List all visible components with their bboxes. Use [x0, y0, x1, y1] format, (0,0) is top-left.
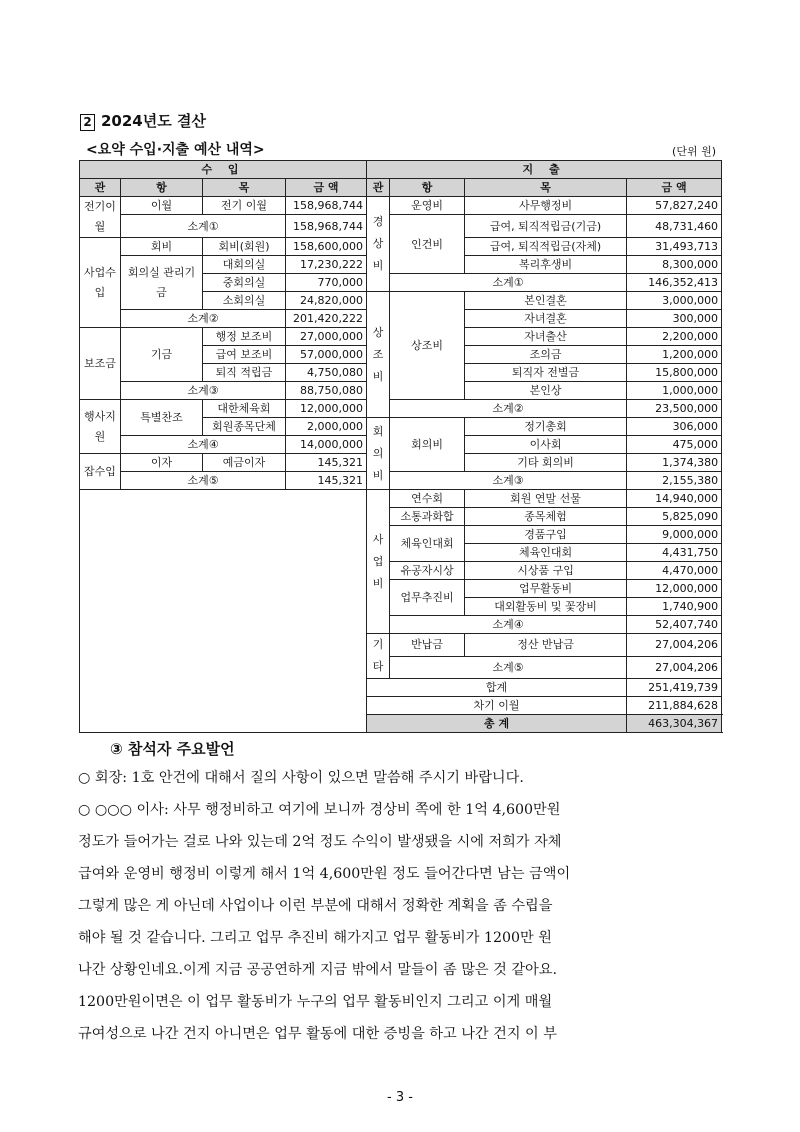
expense-amount: 9,000,000 [627, 526, 722, 544]
expense-amount: 57,827,240 [627, 197, 722, 215]
expense-amount: 306,000 [627, 418, 722, 436]
speech-body [78, 762, 728, 1050]
expense-mok: 체육인대회 [465, 544, 627, 562]
income-subtotal: 소계② [121, 310, 286, 328]
income-gwan: 전기이월 [80, 197, 121, 238]
expense-hang: 연수회 [390, 490, 465, 508]
expense-hang: 회의비 [390, 418, 465, 472]
col-mok: 목 [203, 179, 286, 197]
expense-hang: 업무추진비 [390, 580, 465, 616]
expense-hang: 체육인대회 [390, 526, 465, 562]
expense-mok: 복리후생비 [465, 256, 627, 274]
expense-gwan: 상조비 [367, 292, 390, 418]
income-hang: 회비 [121, 238, 203, 256]
expense-mok: 사무행정비 [465, 197, 627, 215]
table-row [80, 197, 722, 215]
table-row [80, 472, 722, 490]
expense-amount: 14,940,000 [627, 490, 722, 508]
income-mok: 대한체육회 [203, 400, 286, 418]
expense-amount: 3,000,000 [627, 292, 722, 310]
income-amount: 24,820,000 [286, 292, 367, 310]
table-header-row-1 [80, 161, 722, 179]
income-mok: 퇴직 적립금 [203, 364, 286, 382]
income-amount: 770,000 [286, 274, 367, 292]
expense-mok: 기타 회의비 [465, 454, 627, 472]
expense-amount: 12,000,000 [627, 580, 722, 598]
expense-mok: 본인결혼 [465, 292, 627, 310]
speech-line: ○ 회장: 1호 안건에 대해서 질의 사항이 있으면 말씀해 주시기 바랍니다. [78, 770, 524, 786]
speech-line: ○ ○○○ 이사: 사무 행정비하고 여기에 보니까 경상비 쪽에 한 1억 4,600만원 [78, 802, 561, 818]
income-amount: 145,321 [286, 454, 367, 472]
income-mok: 전기 이월 [203, 197, 286, 215]
income-amount: 158,600,000 [286, 238, 367, 256]
table-row [80, 490, 722, 508]
expense-gwan: 기타 [367, 634, 390, 679]
col-hang: 항 [390, 179, 465, 197]
expense-mok: 급여, 퇴직적립금(기금) [465, 215, 627, 238]
expense-subtotal: 소계② [390, 400, 627, 418]
expense-amount: 300,000 [627, 310, 722, 328]
expense-sum-amount: 251,419,739 [627, 679, 722, 697]
expense-amount: 48,731,460 [627, 215, 722, 238]
table-header-row-2 [80, 179, 722, 197]
expense-amount: 1,374,380 [627, 454, 722, 472]
expense-hang: 운영비 [390, 197, 465, 215]
expense-subtotal: 소계① [390, 274, 627, 292]
income-mok: 대회의실 [203, 256, 286, 274]
income-amount: 17,230,222 [286, 256, 367, 274]
income-hang: 이자 [121, 454, 203, 472]
expense-amount: 146,352,413 [627, 274, 722, 292]
expense-amount: 2,155,380 [627, 472, 722, 490]
col-hang: 항 [121, 179, 203, 197]
expense-mok: 정기총회 [465, 418, 627, 436]
income-mok: 예금이자 [203, 454, 286, 472]
section-title [80, 110, 206, 131]
speech-line: 해야 될 것 같습니다. 그리고 업무 추진비 해가지고 업무 활동비가 1200만 원 [78, 930, 552, 946]
income-hang: 회의실 관리기금 [121, 256, 203, 310]
col-amount: 금 액 [627, 179, 722, 197]
income-amount: 27,000,000 [286, 328, 367, 346]
income-mok: 회비(회원) [203, 238, 286, 256]
budget-table [79, 160, 722, 733]
unit-label: (단위 원) [672, 145, 716, 158]
expense-hang: 반납금 [390, 634, 465, 657]
income-gwan: 보조금 [80, 328, 121, 400]
income-amount: 2,000,000 [286, 418, 367, 436]
expense-mok: 경품구입 [465, 526, 627, 544]
income-hang: 이월 [121, 197, 203, 215]
expense-hang: 소통과화합 [390, 508, 465, 526]
income-mok: 소회의실 [203, 292, 286, 310]
expense-hang: 인건비 [390, 215, 465, 274]
expense-gwan: 사업비 [367, 490, 390, 634]
expense-amount: 2,200,000 [627, 328, 722, 346]
expense-gwan: 경상비 [367, 197, 390, 292]
expense-amount: 5,825,090 [627, 508, 722, 526]
expense-carry-amount: 211,884,628 [627, 697, 722, 715]
section-title-text: 2024년도 결산 [101, 112, 206, 130]
expense-amount: 8,300,000 [627, 256, 722, 274]
col-gwan: 관 [367, 179, 390, 197]
table-row [80, 400, 722, 418]
col-gwan: 관 [80, 179, 121, 197]
income-amount: 201,420,222 [286, 310, 367, 328]
expense-carry-label: 차기 이월 [367, 697, 627, 715]
expense-hang: 유공자시상 [390, 562, 465, 580]
expense-amount: 1,200,000 [627, 346, 722, 364]
expense-subtotal: 소계④ [390, 616, 627, 634]
income-gwan: 잡수입 [80, 454, 121, 490]
income-amount: 158,968,744 [286, 197, 367, 215]
income-mok: 급여 보조비 [203, 346, 286, 364]
table-subtitle: <요약 수입·지출 예산 내역> [86, 142, 265, 158]
col-amount: 금 액 [286, 179, 367, 197]
expense-mok: 본인상 [465, 382, 627, 400]
income-amount: 12,000,000 [286, 400, 367, 418]
expense-amount: 1,740,900 [627, 598, 722, 616]
expense-mok: 시상품 구입 [465, 562, 627, 580]
expense-amount: 23,500,000 [627, 400, 722, 418]
income-total-label: 총 계 [367, 715, 627, 733]
expense-subtotal: 소계③ [390, 472, 627, 490]
expense-amount: 27,004,206 [627, 656, 722, 679]
expense-mok: 자녀결혼 [465, 310, 627, 328]
speech-line: 규여성으로 나간 건지 아니면은 업무 활동에 대한 증빙을 하고 나간 건지 이 부 [78, 1026, 557, 1042]
speech-line: 나간 상황인네요.이게 지금 공공연하게 지금 밖에서 말들이 좀 많은 것 같아요. [78, 962, 557, 978]
income-subtotal: 소계④ [121, 436, 286, 454]
income-blank-area [80, 490, 367, 733]
income-amount: 57,000,000 [286, 346, 367, 364]
section-number-box: 2 [80, 114, 95, 131]
table-row [80, 215, 722, 238]
speech-line: 그렇게 많은 게 아닌데 사업이나 이런 부분에 대해서 정확한 계획을 좀 수립을 [78, 898, 553, 914]
expense-amount: 4,470,000 [627, 562, 722, 580]
expense-amount: 4,431,750 [627, 544, 722, 562]
expense-amount: 27,004,206 [627, 634, 722, 657]
expense-sum-label: 합계 [367, 679, 627, 697]
income-mok: 회원종목단체 [203, 418, 286, 436]
income-hang: 기금 [121, 328, 203, 382]
expense-amount: 52,407,740 [627, 616, 722, 634]
col-mok: 목 [465, 179, 627, 197]
expense-amount: 1,000,000 [627, 382, 722, 400]
income-amount: 14,000,000 [286, 436, 367, 454]
expense-header: 지 출 [367, 161, 722, 179]
income-amount: 88,750,080 [286, 382, 367, 400]
speech-line: 1200만원이면은 이 업무 활동비가 누구의 업무 활동비인지 그리고 이게 매월 [78, 994, 553, 1010]
expense-subtotal: 소계⑤ [390, 656, 627, 679]
expense-mok: 업무활동비 [465, 580, 627, 598]
speech-section-title: ③ 참석자 주요발언 [110, 740, 235, 758]
expense-mok: 조의금 [465, 346, 627, 364]
expense-gwan: 회의비 [367, 418, 390, 490]
speech-line: 급여와 운영비 행정비 이렇게 해서 1억 4,600만원 정도 들어간다면 남는 금액이 [78, 866, 571, 882]
income-amount: 145,321 [286, 472, 367, 490]
expense-amount: 15,800,000 [627, 364, 722, 382]
income-subtotal: 소계⑤ [121, 472, 286, 490]
expense-mok: 자녀출산 [465, 328, 627, 346]
income-gwan: 행사지원 [80, 400, 121, 454]
income-subtotal: 소계③ [121, 382, 286, 400]
income-hang: 특별찬조 [121, 400, 203, 436]
expense-mok: 종목체험 [465, 508, 627, 526]
income-amount: 4,750,080 [286, 364, 367, 382]
expense-amount: 31,493,713 [627, 238, 722, 256]
page-number: - 3 - [387, 1090, 413, 1105]
expense-hang: 상조비 [390, 292, 465, 400]
expense-mok: 대외활동비 및 꽃장비 [465, 598, 627, 616]
income-total-amount: 463,304,367 [627, 715, 722, 733]
income-mok: 행정 보조비 [203, 328, 286, 346]
income-subtotal: 소계① [121, 215, 286, 238]
expense-mok: 이사회 [465, 436, 627, 454]
speech-line: 정도가 들어가는 걸로 나와 있는데 2억 정도 수익이 발생됐을 시에 저희가 자체 [78, 834, 562, 850]
expense-mok: 퇴직자 전별금 [465, 364, 627, 382]
income-amount: 158,968,744 [286, 215, 367, 238]
expense-amount: 475,000 [627, 436, 722, 454]
income-header: 수 입 [80, 161, 367, 179]
expense-mok: 회원 연말 선물 [465, 490, 627, 508]
expense-mok: 급여, 퇴직적립금(자체) [465, 238, 627, 256]
income-gwan: 사업수입 [80, 238, 121, 328]
income-mok: 중회의실 [203, 274, 286, 292]
expense-mok: 정산 반납금 [465, 634, 627, 657]
